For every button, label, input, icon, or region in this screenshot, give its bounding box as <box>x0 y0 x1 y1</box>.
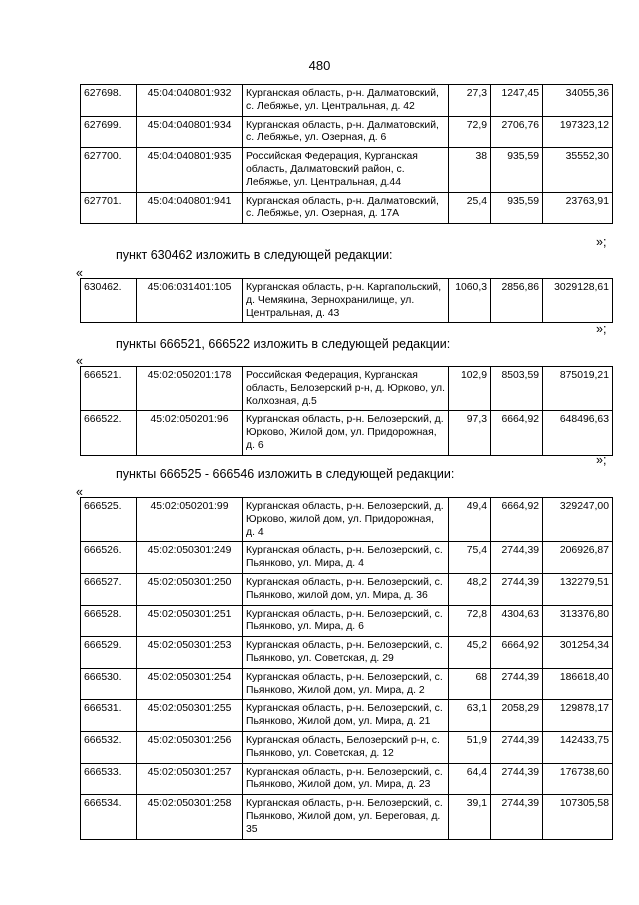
cadastral-value-cell: 142433,75 <box>543 731 613 763</box>
registry-table-2 <box>80 278 613 323</box>
close-quote-1: »; <box>596 235 607 249</box>
table-row <box>81 148 613 192</box>
address-cell: Курганская область, р-н. Белозерский, с. Пьянково, ул. Советская, д. 29 <box>243 637 449 669</box>
table-row <box>81 498 613 542</box>
area-cell: 72,8 <box>449 605 491 637</box>
table-row <box>81 637 613 669</box>
address-cell: Российская Федерация, Курганская область, Белозерский р-н, д. Юрково, ул. Колхозная, д.5 <box>243 367 449 411</box>
row-number-cell: 666522. <box>81 411 137 455</box>
row-number-cell: 666529. <box>81 637 137 669</box>
row-number-cell: 627698. <box>81 85 137 117</box>
address-cell: Курганская область, р-н. Белозерский, с. Пьянково, Жилой дом, ул. Мира, д. 21 <box>243 700 449 732</box>
cadastral-number-cell: 45:02:050201:99 <box>137 498 243 542</box>
unit-value-cell: 935,59 <box>491 148 543 192</box>
cadastral-value-cell: 3029128,61 <box>543 279 613 323</box>
area-cell: 63,1 <box>449 700 491 732</box>
cadastral-number-cell: 45:02:050301:258 <box>137 795 243 839</box>
unit-value-cell: 6664,92 <box>491 411 543 455</box>
area-cell: 39,1 <box>449 795 491 839</box>
cadastral-value-cell: 648496,63 <box>543 411 613 455</box>
unit-value-cell: 2744,39 <box>491 573 543 605</box>
cadastral-value-cell: 301254,34 <box>543 637 613 669</box>
address-cell: Курганская область, р-н. Далматовский, с. Лебяжье, ул. Озерная, д. 17А <box>243 192 449 224</box>
cadastral-number-cell: 45:02:050201:178 <box>137 367 243 411</box>
area-cell: 49,4 <box>449 498 491 542</box>
unit-value-cell: 6664,92 <box>491 498 543 542</box>
table-row <box>81 411 613 455</box>
row-number-cell: 666530. <box>81 668 137 700</box>
open-quote-2: « <box>76 354 83 368</box>
cadastral-value-cell: 206926,87 <box>543 542 613 574</box>
cadastral-value-cell: 329247,00 <box>543 498 613 542</box>
cadastral-value-cell: 107305,58 <box>543 795 613 839</box>
address-cell: Курганская область, Белозерский р-н, с. Пьянково, ул. Советская, д. 12 <box>243 731 449 763</box>
row-number-cell: 627700. <box>81 148 137 192</box>
cadastral-number-cell: 45:02:050201:96 <box>137 411 243 455</box>
cadastral-number-cell: 45:02:050301:253 <box>137 637 243 669</box>
row-number-cell: 627699. <box>81 116 137 148</box>
open-quote-1: « <box>76 266 83 280</box>
cadastral-value-cell: 176738,60 <box>543 763 613 795</box>
area-cell: 25,4 <box>449 192 491 224</box>
unit-value-cell: 1247,45 <box>491 85 543 117</box>
unit-value-cell: 2744,39 <box>491 542 543 574</box>
address-cell: Курганская область, р-н. Далматовский, с. Лебяжье, ул. Центральная, д. 42 <box>243 85 449 117</box>
unit-value-cell: 2706,76 <box>491 116 543 148</box>
row-number-cell: 666526. <box>81 542 137 574</box>
address-cell: Российская Федерация, Курганская область, Далматовский район, с. Лебяжье, ул. Центральная, д.44 <box>243 148 449 192</box>
cadastral-value-cell: 129878,17 <box>543 700 613 732</box>
cadastral-number-cell: 45:02:050301:249 <box>137 542 243 574</box>
cadastral-number-cell: 45:02:050301:251 <box>137 605 243 637</box>
cadastral-number-cell: 45:04:040801:932 <box>137 85 243 117</box>
unit-value-cell: 2856,86 <box>491 279 543 323</box>
table-row <box>81 85 613 117</box>
close-quote-2: »; <box>596 322 607 336</box>
table-row <box>81 542 613 574</box>
area-cell: 75,4 <box>449 542 491 574</box>
address-cell: Курганская область, р-н. Белозерский, с. Пьянково, ул. Мира, д. 4 <box>243 542 449 574</box>
cadastral-value-cell: 186618,40 <box>543 668 613 700</box>
area-cell: 102,9 <box>449 367 491 411</box>
row-number-cell: 666521. <box>81 367 137 411</box>
row-number-cell: 630462. <box>81 279 137 323</box>
cadastral-value-cell: 875019,21 <box>543 367 613 411</box>
unit-value-cell: 6664,92 <box>491 637 543 669</box>
address-cell: Курганская область, р-н. Белозерский, с. Пьянково, Жилой дом, ул. Мира, д. 23 <box>243 763 449 795</box>
close-quote-3: »; <box>596 453 607 467</box>
unit-value-cell: 2744,39 <box>491 731 543 763</box>
cadastral-number-cell: 45:06:031401:105 <box>137 279 243 323</box>
row-number-cell: 627701. <box>81 192 137 224</box>
row-number-cell: 666531. <box>81 700 137 732</box>
area-cell: 45,2 <box>449 637 491 669</box>
address-cell: Курганская область, р-н. Белозерский, с. Пьянково, Жилой дом, ул. Береговая, д. 35 <box>243 795 449 839</box>
registry-table-4 <box>80 497 613 840</box>
open-quote-3: « <box>76 485 83 499</box>
cadastral-value-cell: 132279,51 <box>543 573 613 605</box>
area-cell: 97,3 <box>449 411 491 455</box>
area-cell: 64,4 <box>449 763 491 795</box>
area-cell: 1060,3 <box>449 279 491 323</box>
row-number-cell: 666534. <box>81 795 137 839</box>
address-cell: Курганская область, р-н. Белозерский, с. Пьянково, Жилой дом, ул. Мира, д. 2 <box>243 668 449 700</box>
area-cell: 48,2 <box>449 573 491 605</box>
unit-value-cell: 2058,29 <box>491 700 543 732</box>
cadastral-value-cell: 313376,80 <box>543 605 613 637</box>
cadastral-number-cell: 45:02:050301:254 <box>137 668 243 700</box>
table-row <box>81 668 613 700</box>
table-row <box>81 700 613 732</box>
unit-value-cell: 8503,59 <box>491 367 543 411</box>
area-cell: 27,3 <box>449 85 491 117</box>
area-cell: 72,9 <box>449 116 491 148</box>
row-number-cell: 666532. <box>81 731 137 763</box>
cadastral-number-cell: 45:04:040801:935 <box>137 148 243 192</box>
cadastral-number-cell: 45:02:050301:257 <box>137 763 243 795</box>
cadastral-value-cell: 35552,30 <box>543 148 613 192</box>
paragraph-points-666521-666522: пункты 666521, 666522 изложить в следующей редакции: <box>116 337 451 351</box>
cadastral-value-cell: 197323,12 <box>543 116 613 148</box>
cadastral-number-cell: 45:04:040801:941 <box>137 192 243 224</box>
paragraph-point-630462: пункт 630462 изложить в следующей редакции: <box>116 248 393 262</box>
table-row <box>81 731 613 763</box>
table-row <box>81 573 613 605</box>
address-cell: Курганская область, р-н. Белозерский, д. Юрково, жилой дом, ул. Придорожная, д. 4 <box>243 498 449 542</box>
address-cell: Курганская область, р-н. Далматовский, с. Лебяжье, ул. Озерная, д. 6 <box>243 116 449 148</box>
row-number-cell: 666525. <box>81 498 137 542</box>
table-row <box>81 279 613 323</box>
table-row <box>81 605 613 637</box>
area-cell: 51,9 <box>449 731 491 763</box>
address-cell: Курганская область, р-н. Белозерский, с. Пьянково, жилой дом, ул. Мира, д. 36 <box>243 573 449 605</box>
row-number-cell: 666527. <box>81 573 137 605</box>
cadastral-value-cell: 23763,91 <box>543 192 613 224</box>
unit-value-cell: 2744,39 <box>491 763 543 795</box>
registry-table-3 <box>80 366 613 456</box>
row-number-cell: 666533. <box>81 763 137 795</box>
area-cell: 68 <box>449 668 491 700</box>
unit-value-cell: 4304,63 <box>491 605 543 637</box>
table-row <box>81 192 613 224</box>
address-cell: Курганская область, р-н. Белозерский, д. Юрково, Жилой дом, ул. Придорожная, д. 6 <box>243 411 449 455</box>
cadastral-number-cell: 45:02:050301:256 <box>137 731 243 763</box>
unit-value-cell: 935,59 <box>491 192 543 224</box>
page-number: 480 <box>308 58 331 73</box>
cadastral-number-cell: 45:04:040801:934 <box>137 116 243 148</box>
table-row <box>81 116 613 148</box>
table-row <box>81 763 613 795</box>
unit-value-cell: 2744,39 <box>491 795 543 839</box>
registry-table-1 <box>80 84 613 224</box>
table-row <box>81 795 613 839</box>
row-number-cell: 666528. <box>81 605 137 637</box>
paragraph-points-666525-666546: пункты 666525 - 666546 изложить в следующей редакции: <box>116 467 455 481</box>
area-cell: 38 <box>449 148 491 192</box>
address-cell: Курганская область, р-н. Каргапольский, д. Чемякина, Зернохранилище, ул. Центральная, д. 43 <box>243 279 449 323</box>
cadastral-number-cell: 45:02:050301:250 <box>137 573 243 605</box>
address-cell: Курганская область, р-н. Белозерский, с. Пьянково, ул. Мира, д. 6 <box>243 605 449 637</box>
unit-value-cell: 2744,39 <box>491 668 543 700</box>
cadastral-value-cell: 34055,36 <box>543 85 613 117</box>
table-row <box>81 367 613 411</box>
cadastral-number-cell: 45:02:050301:255 <box>137 700 243 732</box>
